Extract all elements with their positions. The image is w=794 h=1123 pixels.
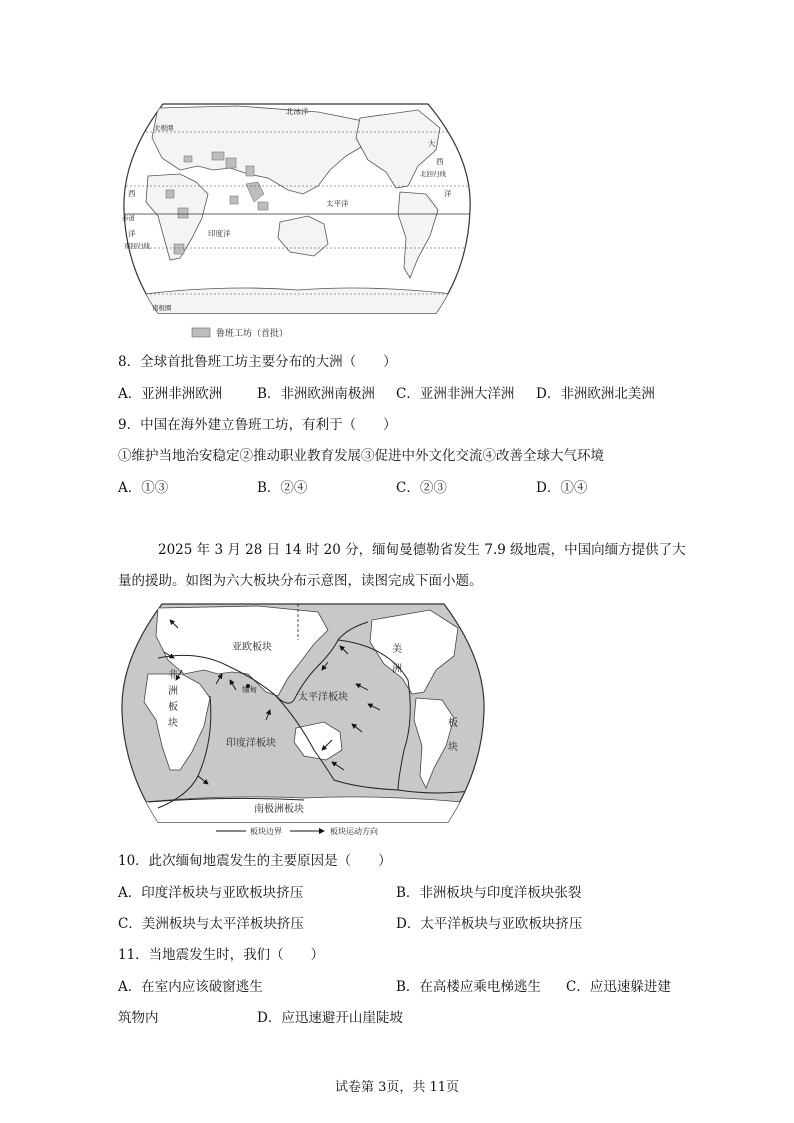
q9-option-c[interactable]: C．②③ <box>396 480 447 496</box>
map1-label-xi: 西 <box>436 157 444 166</box>
label-african-plate-2: 洲 <box>168 686 178 697</box>
map1-label-tropic-n: 北回归线 <box>420 170 446 178</box>
q9-option-d[interactable]: D．①④ <box>536 480 588 496</box>
map1-label-xi-left: 西 <box>128 189 136 198</box>
q11-option-c-wrap: 筑物内 <box>118 1010 159 1026</box>
label-american-plate-3: 板 <box>448 718 458 729</box>
legend-swatch <box>192 328 210 337</box>
q8-stem: 8．全球首批鲁班工坊主要分布的大洲（ ） <box>118 354 397 370</box>
q9-option-b[interactable]: B．②④ <box>257 480 308 496</box>
label-american-plate-1: 美 <box>392 644 402 655</box>
map1-label-arctic: 北冰洋 <box>286 107 309 116</box>
map2-legend-boundary: 板块边界 <box>250 827 282 836</box>
passage-line-1: 2025 年 3 月 28 日 14 时 20 分，缅甸曼德勒省发生 7.9 级地震，中国向缅方提供了大 <box>158 542 686 558</box>
q8-option-d[interactable]: D．非洲欧洲北美洲 <box>536 386 655 402</box>
q10-option-b[interactable]: B．非洲板块与印度洋板块张裂 <box>396 885 582 901</box>
label-indian-plate: 印度洋板块 <box>226 738 276 749</box>
map1-label-pacific: 太平洋 <box>326 199 349 208</box>
label-african-plate-4: 块 <box>168 718 178 729</box>
q10-option-d[interactable]: D．太平洋板块与亚欧板块挤压 <box>396 916 583 932</box>
luban-workshop-world-map <box>118 98 474 346</box>
label-american-plate-2: 洲 <box>392 664 402 675</box>
map1-label-indian: 印度洋 <box>208 229 231 238</box>
map1-label-da: 大 <box>428 139 436 148</box>
map1-label-tropic-s: 南回归线 <box>124 242 150 250</box>
label-american-plate-4: 块 <box>448 742 458 753</box>
map1-label-yang-left: 洋 <box>128 229 136 238</box>
q11-stem: 11．当地震发生时，我们（ ） <box>118 947 325 963</box>
label-pacific-plate: 太平洋板块 <box>298 692 348 703</box>
q8-option-b[interactable]: B．非洲欧洲南极洲 <box>257 386 375 402</box>
six-plates-map <box>118 600 488 842</box>
q11-option-d[interactable]: D．应迅速避开山崖陡坡 <box>257 1010 403 1026</box>
q10-option-a[interactable]: A．印度洋板块与亚欧板块挤压 <box>118 885 304 901</box>
q10-option-c[interactable]: C．美洲板块与太平洋板块挤压 <box>118 916 304 932</box>
q11-option-b[interactable]: B．在高楼应乘电梯逃生 <box>396 979 541 995</box>
label-antarctic-plate: 南极洲板块 <box>254 804 304 815</box>
q11-option-c[interactable]: C．应迅速躲进建 <box>566 979 671 995</box>
passage-line-2: 量的援助。如图为六大板块分布示意图，读图完成下面小题。 <box>118 573 483 589</box>
label-eurasian-plate: 亚欧板块 <box>232 642 272 653</box>
map2-legend-direction: 板块运动方向 <box>330 827 378 836</box>
q9-stem: 9．中国在海外建立鲁班工坊，有利于（ ） <box>118 417 397 433</box>
map1-label-arctic-circle: 北极圈 <box>154 124 174 132</box>
q9-option-a[interactable]: A．①③ <box>118 480 169 496</box>
q11-option-a[interactable]: A．在室内应该破窗逃生 <box>118 979 263 995</box>
q9-items: ①维护当地治安稳定②推动职业教育发展③促进中外文化交流④改善全球大气环境 <box>118 448 604 464</box>
label-african-plate-3: 板 <box>168 702 178 713</box>
q8-option-a[interactable]: A．亚洲非洲欧洲 <box>118 386 223 402</box>
map1-label-equator: 赤道 <box>122 214 135 222</box>
map1-label-antarctic-circle: 南极圈 <box>152 304 172 312</box>
map1-legend: 鲁班工坊（首批） <box>216 329 289 339</box>
q10-stem: 10．此次缅甸地震发生的主要原因是（ ） <box>118 853 392 869</box>
page-footer: 试卷第 3页，共 11页 <box>334 1080 460 1095</box>
label-african-plate-1: 非 <box>168 670 178 681</box>
label-myanmar: 缅甸 <box>242 685 257 694</box>
map1-label-yang: 洋 <box>444 189 452 198</box>
q8-option-c[interactable]: C．亚洲非洲大洋洲 <box>396 386 515 402</box>
